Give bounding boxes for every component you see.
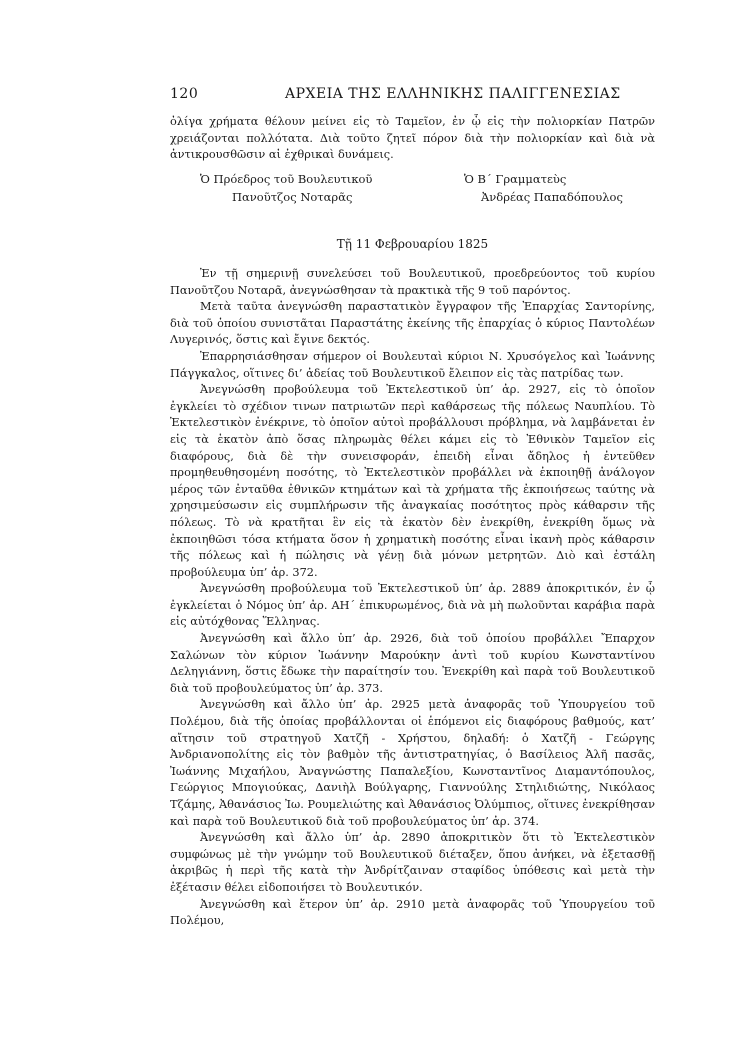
signature-right-title: Ὁ Β΄ Γραμματεὺς [464,172,567,186]
paragraph: Ἀνεγνώσθη προβούλευμα τοῦ Ἐκτελεστικοῦ ὑπ’ ἀρ. 2889 ἀποκριτικόν, ἐν ᾧ ἐγκλείεται ὁ Νόμος ὑπ’ ἀρ. ΑΗ΄ ἐπικυρωμένος, διὰ νὰ μὴ πωλοῦνται καράβια παρὰ εἰς αὐτόχθονας Ἕλληνας. [170,582,655,629]
opening-paragraph: ὀλίγα χρήματα θέλουν μείνει εἰς τὸ Ταμεῖον, ἐν ᾧ εἰς τὴν πολιορκίαν Πατρῶν χρειάζονται πολλότατα. Διὰ τοῦτο ζητεῖ πόρον διὰ τὴν πολιορκίαν καὶ διὰ νὰ ἀντικρουσθῶσιν αἱ ἐχθρικαὶ δυνάμεις. [170,115,655,162]
paragraph: Ἀνεγνώσθη καὶ ἄλλο ὑπ’ ἀρ. 2926, διὰ τοῦ ὁποίου προβάλλει Ἔπαρχον Σαλώνων τὸν κύριον Ἰωάννην Μαρούκην ἀντὶ τοῦ κυρίου Κωνσταντίνου Δεληγιάννη, ὅστις ἔδωκε τὴν παραίτησίν του. Ἐνεκρίθη καὶ παρὰ τοῦ Βουλευτικοῦ διὰ τοῦ προβουλεύματος ὑπ’ ἀρ. 373. [170,632,655,695]
signature-left-name: Πανοῦτζος Νοταρᾶς [232,190,353,204]
paragraph: Μετὰ ταῦτα ἀνεγνώσθη παραστατικὸν ἔγγραφον τῆς Ἐπαρχίας Σαντορίνης, διὰ τοῦ ὁποίου συνιστᾶται Παραστάτης ἐκείνης τῆς ἐπαρχίας ὁ κύριος Παντολέων Λυγερινός, ὅστις καὶ ἔγινε δεκτός. [170,300,655,347]
paragraph: Ἐν τῇ σημερινῇ συνελεύσει τοῦ Βουλευτικοῦ, προεδρεύοντος τοῦ κυρίου Πανοῦτζου Νοταρᾶ, ἀνεγνώσθησαν τὰ πρακτικὰ τῆς 9 τοῦ παρόντος. [170,267,655,297]
page-header [170,86,670,106]
paragraph: Ἀνεγνώσθη προβούλευμα τοῦ Ἐκτελεστικοῦ ὑπ’ ἀρ. 2927, εἰς τὸ ὁποῖον ἐγκλείει τὸ σχέδιον τινων πατριωτῶν περὶ καθάρσεως τῆς πόλεως Ναυπλίου. Τὸ Ἐκτελεστικὸν ἐνέκρινε, τὸ ὁποῖον αὐτοὶ προβάλλουσι πρόβλημα, νὰ λαμβάνεται ἐν εἰς τὰ ἑκατὸν ἀπὸ ὅσας πληρωμὰς θέλει κάμει εἰς τὸ Ἐθνικὸν Ταμεῖον εἰς διαφόρους, διὰ δὲ τὴν συνεισφοράν, ἐπειδὴ εἶναι ἄδηλος ἡ ἐντεῦθεν προμηθευθησομένη ποσότης, τὸ Ἐκτελεστικὸν προβάλλει νὰ ἐκποιηθῇ ἀνάλογον μέρος τῶν ἐνταῦθα ἐθνικῶν κτημάτων καὶ τὰ χρήματα τῆς ἐκποιήσεως ταύτης νὰ χρησιμεύσωσιν εἰς συμπλήρωσιν τῆς ἀναγκαίας ποσότητος πρὸς κάθαρσιν τῆς πόλεως. Τὸ νὰ κρατῆται ἓν εἰς τὰ ἑκατὸν δὲν ἐνεκρίθη, ἐνεκρίθη ὅμως νὰ ἐκποιηθῶσι τόσα κτήματα ὅσον ἡ χρηματικὴ ποσότης εἶναι ἱκανὴ πρὸς κάθαρσιν τῆς πόλεως καὶ ἡ πώλησις νὰ γένῃ διὰ μόνων μετρητῶν. Διὸ καὶ ἐστάλη προβούλευμα ὑπ’ ἀρ. 372. [170,383,655,579]
minutes-body [170,266,655,930]
paragraph: Ἀνεγνώσθη καὶ ἕτερον ὑπ’ ἀρ. 2910 μετὰ ἀναφορᾶς τοῦ Ὑπουργείου τοῦ Πολέμου, [170,897,655,928]
opening-paragraph-block [170,114,655,164]
signature-left-title: Ὁ Πρόεδρος τοῦ Βουλευτικοῦ [200,172,373,186]
signature-right-name: Ἀνδρέας Παπαδόπουλος [481,190,623,204]
paragraph: Ἀνεγνώσθη καὶ ἄλλο ὑπ’ ἀρ. 2890 ἀποκριτικὸν ὅτι τὸ Ἐκτελεστικὸν συμφώνως μὲ τὴν γνώμην τοῦ Βουλευτικοῦ διέταξεν, ὅπου ἀνήκει, νὰ ἐξετασθῇ ἀκριβῶς ἡ περὶ τῆς κατὰ τὴν Ἀνδρίτζαιναν σταφίδος ὑπόθεσις καὶ μετὰ τὴν ἐξέτασιν θέλει εἰδοποιήσει τὸ Βουλευτικόν. [170,831,655,894]
running-title: ΑΡΧΕΙΑ ΤΗΣ ΕΛΛΗΝΙΚΗΣ ΠΑΛΙΓΓΕΝΕΣΙΑΣ [285,86,621,102]
paragraph: Ἐπαρρησιάσθησαν σήμερον οἱ Βουλευταὶ κύριοι Ν. Χρυσόγελος καὶ Ἰωάννης Πάγγκαλος, οἵτινες δι’ ἀδείας τοῦ Βουλευτικοῦ ἔλειπον εἰς τὰς πατρίδας των. [170,349,655,380]
page-number: 120 [170,86,199,102]
date-heading: Τῇ 11 Φεβρουαρίου 1825 [336,237,489,251]
paragraph: Ἀνεγνώσθη καὶ ἄλλο ὑπ’ ἀρ. 2925 μετὰ ἀναφορᾶς τοῦ Ὑπουργείου τοῦ Πολέμου, διὰ τῆς ὁποίας προβάλλονται οἱ ἑπόμενοι εἰς διαφόρους βαθμούς, κατ’ αἴτησιν τοῦ στρατηγοῦ Χατζῆ - Χρήστου, δηλαδή: ὁ Χατζῆ - Γεώργης Ἀνδριανοπολίτης εἰς τὸν βαθμὸν τῆς ἀντιστρατηγίας, ὁ Βασίλειος Ἀλῆ πασᾶς, Ἰωάννης Μιχαήλου, Ἀναγνώστης Παπαλεξίου, Κωνσταντῖνος Διαμαντόπουλος, Γεώργιος Μπογιούκας, Δανιὴλ Βούλγαρης, Γιαννούλης Στηλιδιώτης, Νικόλαος Τζάμης, Ἀθανάσιος Ἰω. Ρουμελιώτης καὶ Ἀθανάσιος Ὀλύμπιος, οἵτινες ἐνεκρίθησαν καὶ παρὰ τοῦ Βουλευτικοῦ διὰ τοῦ προβουλεύματος ὑπ’ ἀρ. 374. [170,698,655,828]
